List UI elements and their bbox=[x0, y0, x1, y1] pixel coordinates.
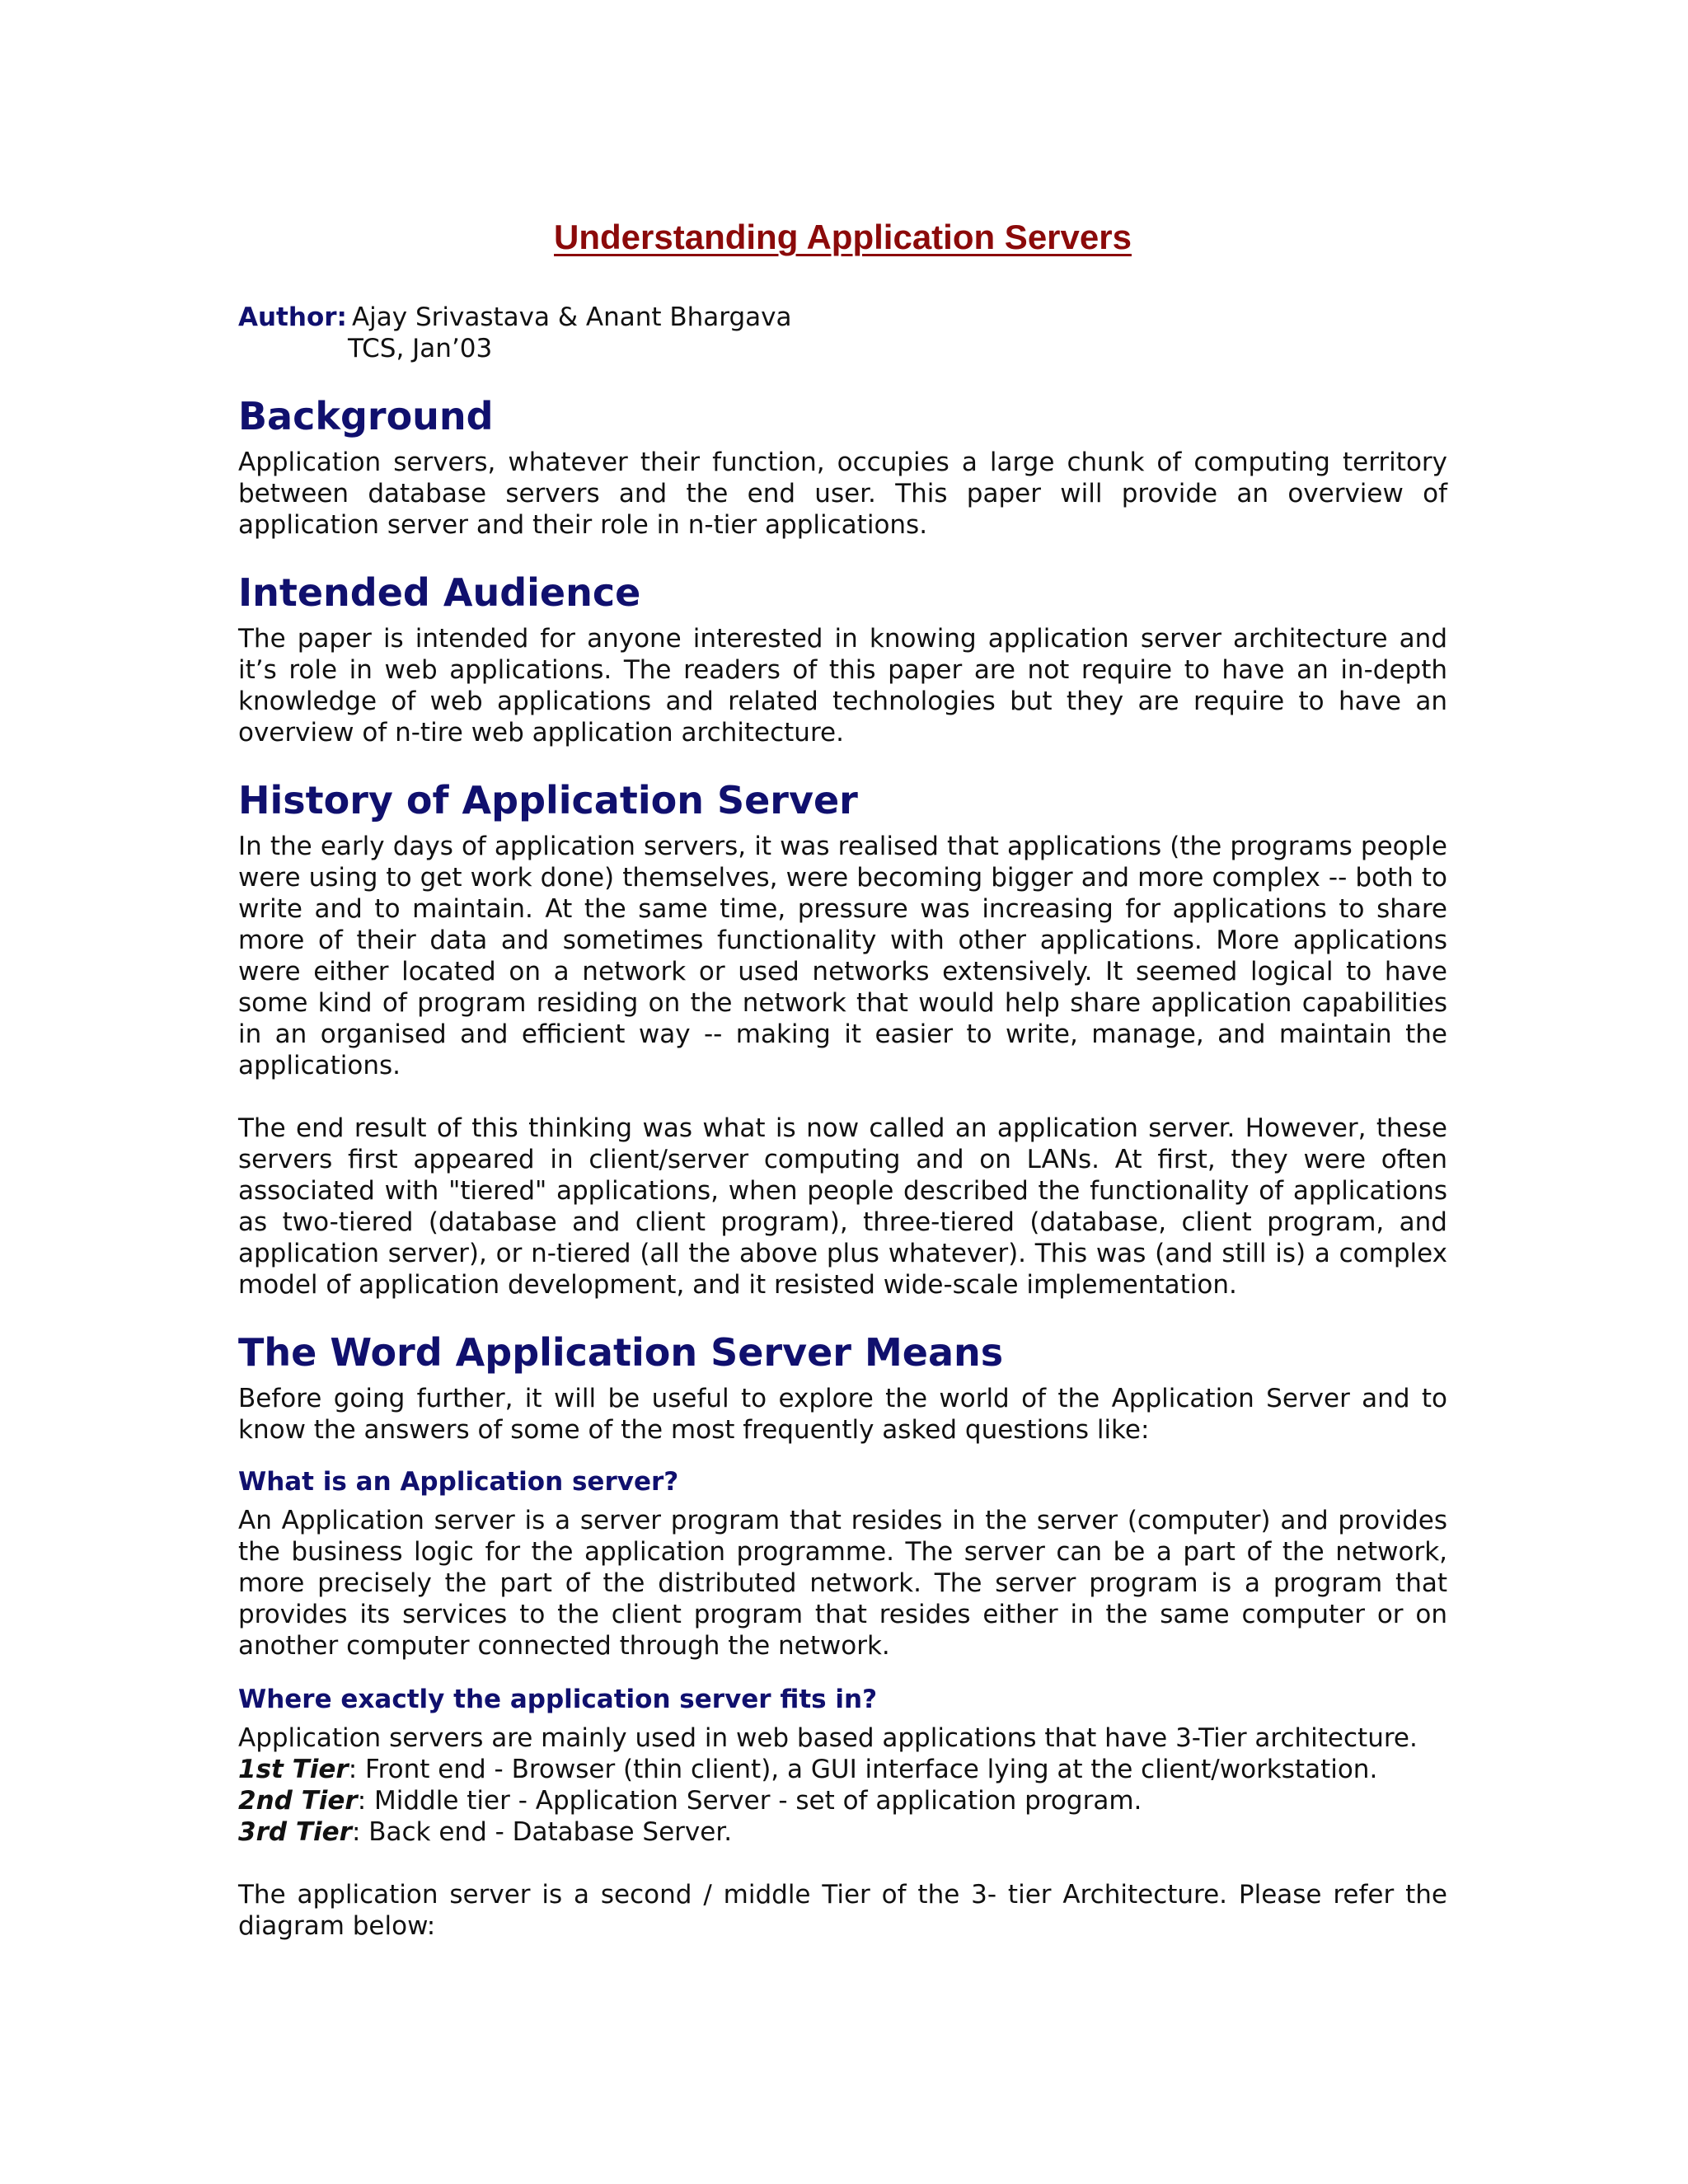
tier-label-2: 2nd Tier bbox=[238, 1786, 358, 1816]
heading-intended-audience: Intended Audience bbox=[238, 570, 641, 615]
tier-label-3: 3rd Tier bbox=[238, 1817, 352, 1847]
author-label: Author: bbox=[238, 302, 347, 332]
section-background bbox=[238, 392, 1447, 541]
tier-line-1 bbox=[238, 1754, 1447, 1785]
tier-text-3: : Back end - Database Server. bbox=[351, 1817, 733, 1847]
subheading-what-is-app-server: What is an Application server? bbox=[238, 1467, 679, 1497]
author-names: Ajay Srivastava & Anant Bhargava bbox=[351, 302, 792, 332]
author-organization-date: TCS, Jan’03 bbox=[348, 334, 493, 363]
section-history bbox=[238, 776, 1447, 1301]
document-title: Understanding Application Servers bbox=[554, 218, 1132, 256]
author-row bbox=[238, 302, 1447, 333]
paragraph-what-is-app-server: An Application server is a server program that resides in the server (computer) and provides the business logic for the application programme. The server can be a part of the network, more precisely the part of the distributed network. The server program is a program that provides its services to the client program that resides either in the same computer or on another computer connected through the network. bbox=[238, 1506, 1447, 1661]
paragraph-history-1: In the early days of application servers, it was realised that applications (the programs people were using to get work done) themselves, were becoming bigger and more complex -- both to write and to maintain. At the same time, pressure was increasing for applications to share more of their data and sometimes functionality with other applications. More applications were either located on a network or used networks extensively. It seemed logical to have some kind of program residing on the network that would help share application capabilities in an organised and efficient way -- making it easier to write, manage, and maintain the applications. bbox=[238, 832, 1447, 1080]
tier-label-1: 1st Tier bbox=[238, 1755, 349, 1784]
document-content bbox=[238, 213, 1447, 1970]
subsection-where-fits bbox=[238, 1683, 1447, 1942]
paragraph-word-meaning: Before going further, it will be useful to explore the world of the Application Server and to know the answers of some of the most frequently asked questions like: bbox=[238, 1384, 1447, 1445]
heading-background: Background bbox=[238, 394, 494, 438]
author-block bbox=[238, 302, 1447, 364]
heading-word-meaning: The Word Application Server Means bbox=[238, 1330, 1004, 1375]
section-word-meaning bbox=[238, 1329, 1447, 1446]
paragraph-intended-audience: The paper is intended for anyone interested in knowing application server architecture and it’s role in web applications. The readers of this paper are not require to have an in-depth knowledge of web applications and related technologies but they are require to have an overview of n-tire web application architecture. bbox=[238, 624, 1447, 748]
heading-history: History of Application Server bbox=[238, 778, 858, 823]
paragraph-gap bbox=[238, 1848, 1447, 1879]
tier-text-2: : Middle tier - Application Server - set of application program. bbox=[357, 1786, 1142, 1816]
section-intended-audience bbox=[238, 569, 1447, 748]
paragraph-gap bbox=[238, 1081, 1447, 1113]
tier-line-3 bbox=[238, 1816, 1447, 1848]
tier-text-1: : Front end - Browser (thin client), a GUI interface lying at the client/workstation. bbox=[348, 1755, 1378, 1784]
paragraph-history-2: The end result of this thinking was what is now called an application server. However, these servers first appeared in client/server computing and on LANs. At first, they were often associated with "tiered" applications, when people described the functionality of applications as two-tiered (database and client program), three-tiered (database, client program, and application server), or n-tiered (all the above plus whatever). This was (and still is) a complex model of application development, and it resisted wide-scale implementation. bbox=[238, 1113, 1447, 1300]
subsection-what-is-app-server bbox=[238, 1465, 1447, 1661]
subheading-where-fits: Where exactly the application server fits in? bbox=[238, 1685, 878, 1714]
paragraph-background: Application servers, whatever their function, occupies a large chunk of computing territory between database servers and the end user. This paper will provide an overview of application server and their role in n-tier applications. bbox=[238, 448, 1447, 540]
paragraph-where-fits-intro: Application servers are mainly used in web based applications that have 3-Tier architecture. bbox=[238, 1723, 1418, 1753]
tier-line-2 bbox=[238, 1785, 1447, 1816]
paragraph-where-fits-closing: The application server is a second / middle Tier of the 3- tier Architecture. Please refer the diagram below: bbox=[238, 1880, 1447, 1941]
